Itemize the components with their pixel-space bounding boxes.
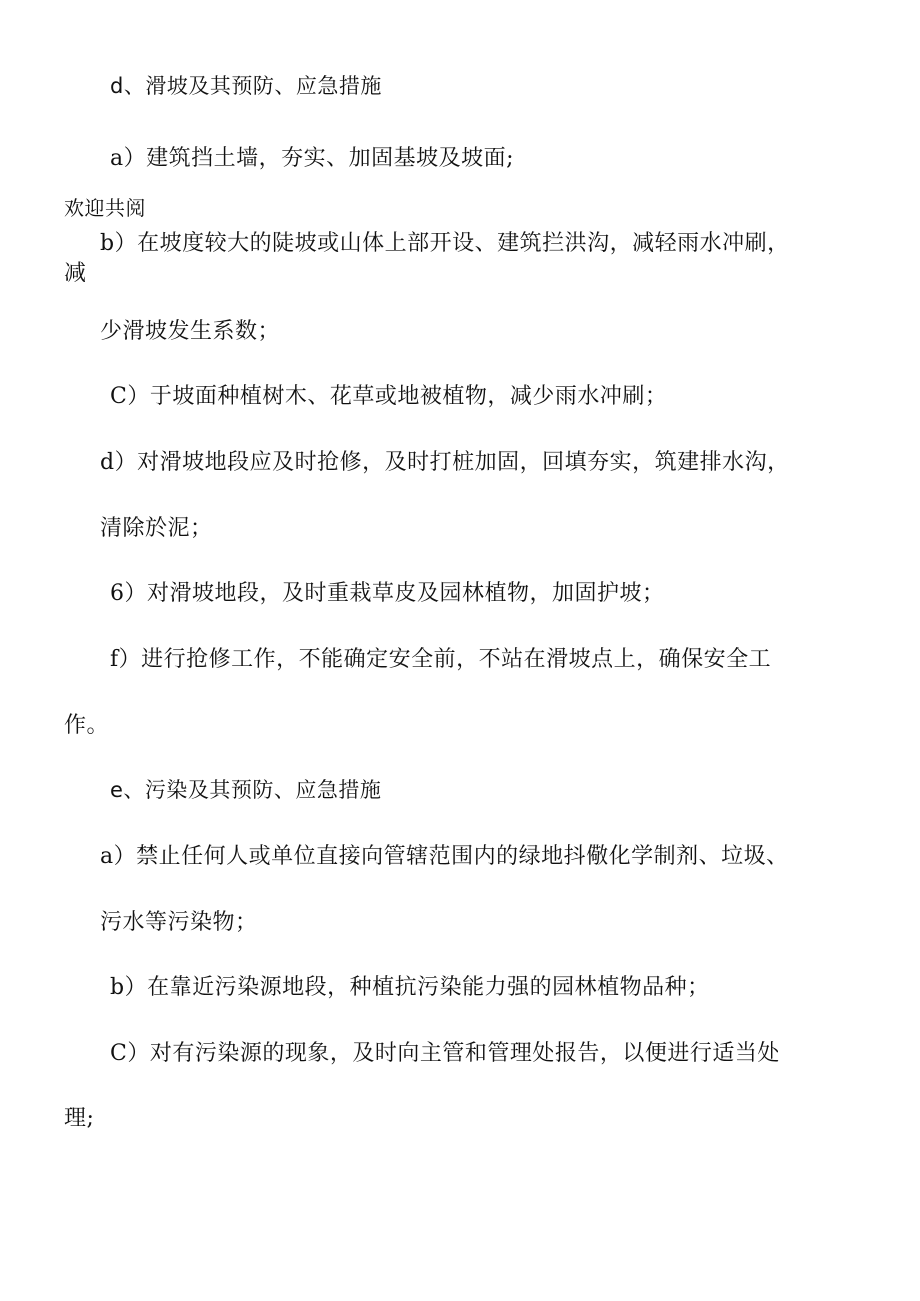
paragraph-e-a-line2: 污水等污染物；	[100, 910, 258, 935]
paragraph-d-b-line2: 减	[64, 261, 87, 286]
watermark-text: 欢迎共阅	[64, 196, 146, 220]
paragraph-d-f-line1: f）进行抢修工作，不能确定安全前，不站在滑坡点上，确保安全工	[110, 647, 772, 672]
paragraph-d-a: a）建筑挡土墙，夯实、加固基坡及坡面;	[110, 146, 515, 171]
paragraph-e-a-line1: a）禁止任何人或单位直接向管辖范围内的绿地抖儆化学制剂、垃圾、	[100, 844, 789, 869]
section-d-heading: d、滑坡及其预防、应急措施	[110, 74, 382, 98]
paragraph-d-f-line2: 作。	[64, 713, 110, 738]
paragraph-d-d-line2: 清除於泥；	[100, 516, 213, 541]
paragraph-d-b-line1: b）在坡度较大的陡坡或山体上部开设、建筑拦洪沟，减轻雨水冲刷，	[100, 231, 790, 256]
section-e-heading: e、污染及其预防、应急措施	[110, 778, 382, 802]
paragraph-e-b: b）在靠近污染源地段，种植抗污染能力强的园林植物品种；	[110, 975, 710, 1000]
paragraph-e-c-line2: 理;	[64, 1106, 95, 1131]
paragraph-d-d-line1: d）对滑坡地段应及时抢修，及时打桩加固，回填夯实，筑建排水沟，	[100, 450, 790, 475]
paragraph-d-b-line3: 少滑坡发生系数；	[100, 319, 281, 344]
paragraph-d-c: C）于坡面种植树木、花草或地被植物，减少雨水冲刷；	[110, 384, 668, 409]
paragraph-d-e: 6）对滑坡地段，及时重栽草皮及园林植物，加固护坡；	[110, 581, 665, 606]
paragraph-e-c-line1: C）对有污染源的现象，及时向主管和管理处报告，以便进行适当处	[110, 1041, 780, 1066]
